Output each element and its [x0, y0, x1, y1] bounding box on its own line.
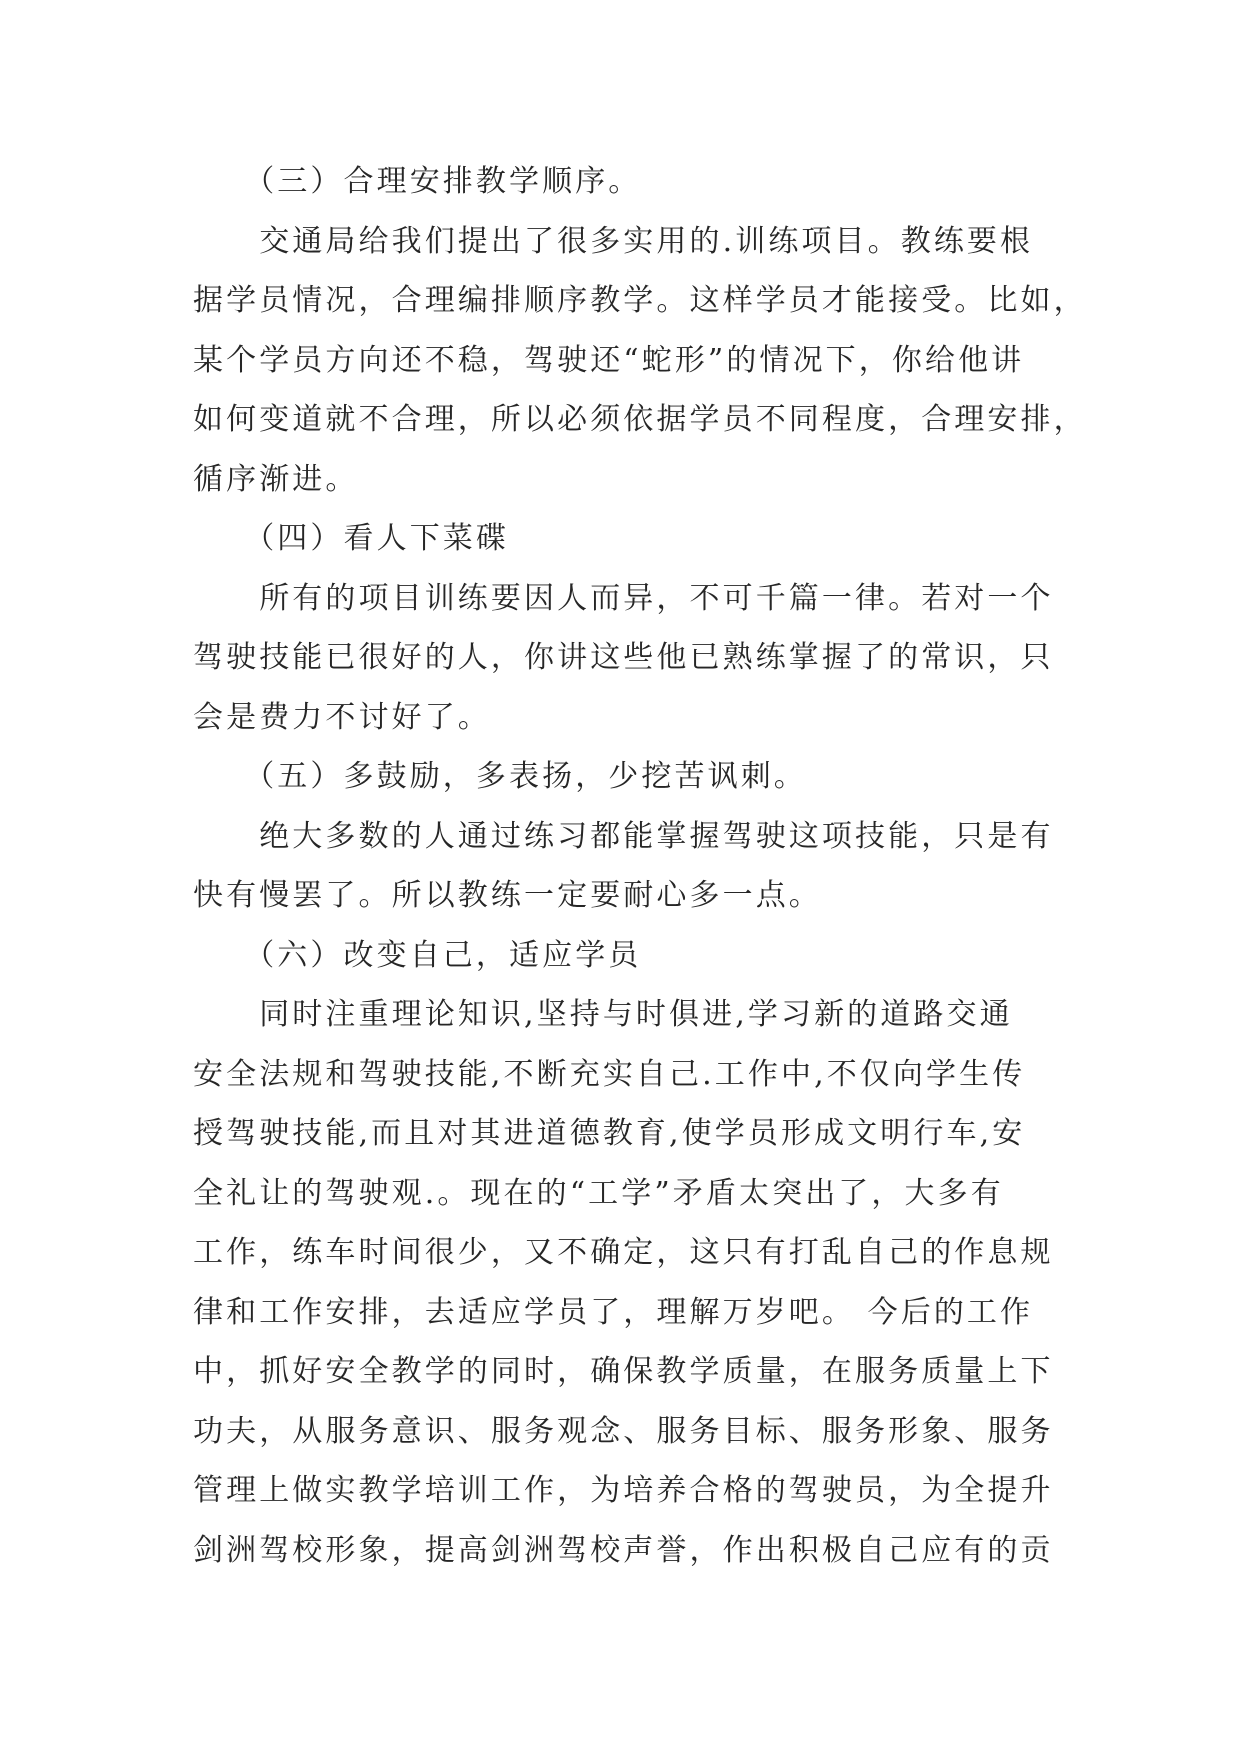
paragraph-line: 功夫，从服务意识、服务观念、服务目标、服务形象、服务: [193, 1413, 1054, 1449]
paragraph-line: 交通局给我们提出了很多实用的.训练项目。教练要根: [193, 223, 1034, 259]
heading-section-4: （四）看人下菜碟: [193, 521, 509, 556]
paragraph-line: 全礼让的驾驶观.。现在的“工学”矛盾太突出了，大多有: [193, 1175, 1004, 1211]
paragraph-line: 剑洲驾校形象，提高剑洲驾校声誉，作出积极自己应有的贡: [193, 1532, 1054, 1568]
paragraph-line: 如何变道就不合理，所以必须依据学员不同程度，合理安排，: [193, 402, 1087, 437]
heading-section-5: （五）多鼓励，多表扬，少挖苦讽刺。: [193, 759, 807, 794]
paragraph-line: 绝大多数的人通过练习都能掌握驾驶这项技能，只是有: [193, 818, 1054, 854]
paragraph-line: 中，抓好安全教学的同时，确保教学质量，在服务质量上下: [193, 1354, 1054, 1389]
paragraph-line: 据学员情况，合理编排顺序教学。这样学员才能接受。比如，: [193, 283, 1087, 318]
heading-section-6: （六）改变自己，适应学员: [193, 937, 642, 973]
paragraph-line: 所有的项目训练要因人而异，不可千篇一律。若对一个: [193, 580, 1054, 616]
paragraph-line: 安全法规和驾驶技能,不断充实自己.工作中,不仅向学生传: [193, 1056, 1026, 1092]
paragraph-line: 律和工作安排，去适应学员了，理解万岁吧。 今后的工作: [193, 1294, 1034, 1330]
paragraph-line: 管理上做实教学培训工作，为培养合格的驾驶员，为全提升: [193, 1473, 1054, 1508]
paragraph-line: 快有慢罢了。所以教练一定要耐心多一点。: [193, 878, 822, 913]
heading-section-3: （三）合理安排教学顺序。: [193, 164, 642, 199]
paragraph-line: 驾驶技能已很好的人，你讲这些他已熟练掌握了的常识，只: [193, 640, 1054, 675]
paragraph-line: 循序渐进。: [193, 461, 359, 497]
paragraph-line: 工作，练车时间很少，又不确定，这只有打乱自己的作息规: [193, 1235, 1054, 1270]
document-body: [193, 152, 1087, 1580]
paragraph-line: 同时注重理论知识,坚持与时俱进,学习新的道路交通: [193, 997, 1013, 1032]
paragraph-line: 会是费力不讨好了。: [193, 699, 491, 735]
paragraph-line: 某个学员方向还不稳，驾驶还“蛇形”的情况下，你给他讲: [193, 342, 1025, 378]
paragraph-line: 授驾驶技能,而且对其进道德教育,使学员形成文明行车,安: [193, 1116, 1026, 1151]
